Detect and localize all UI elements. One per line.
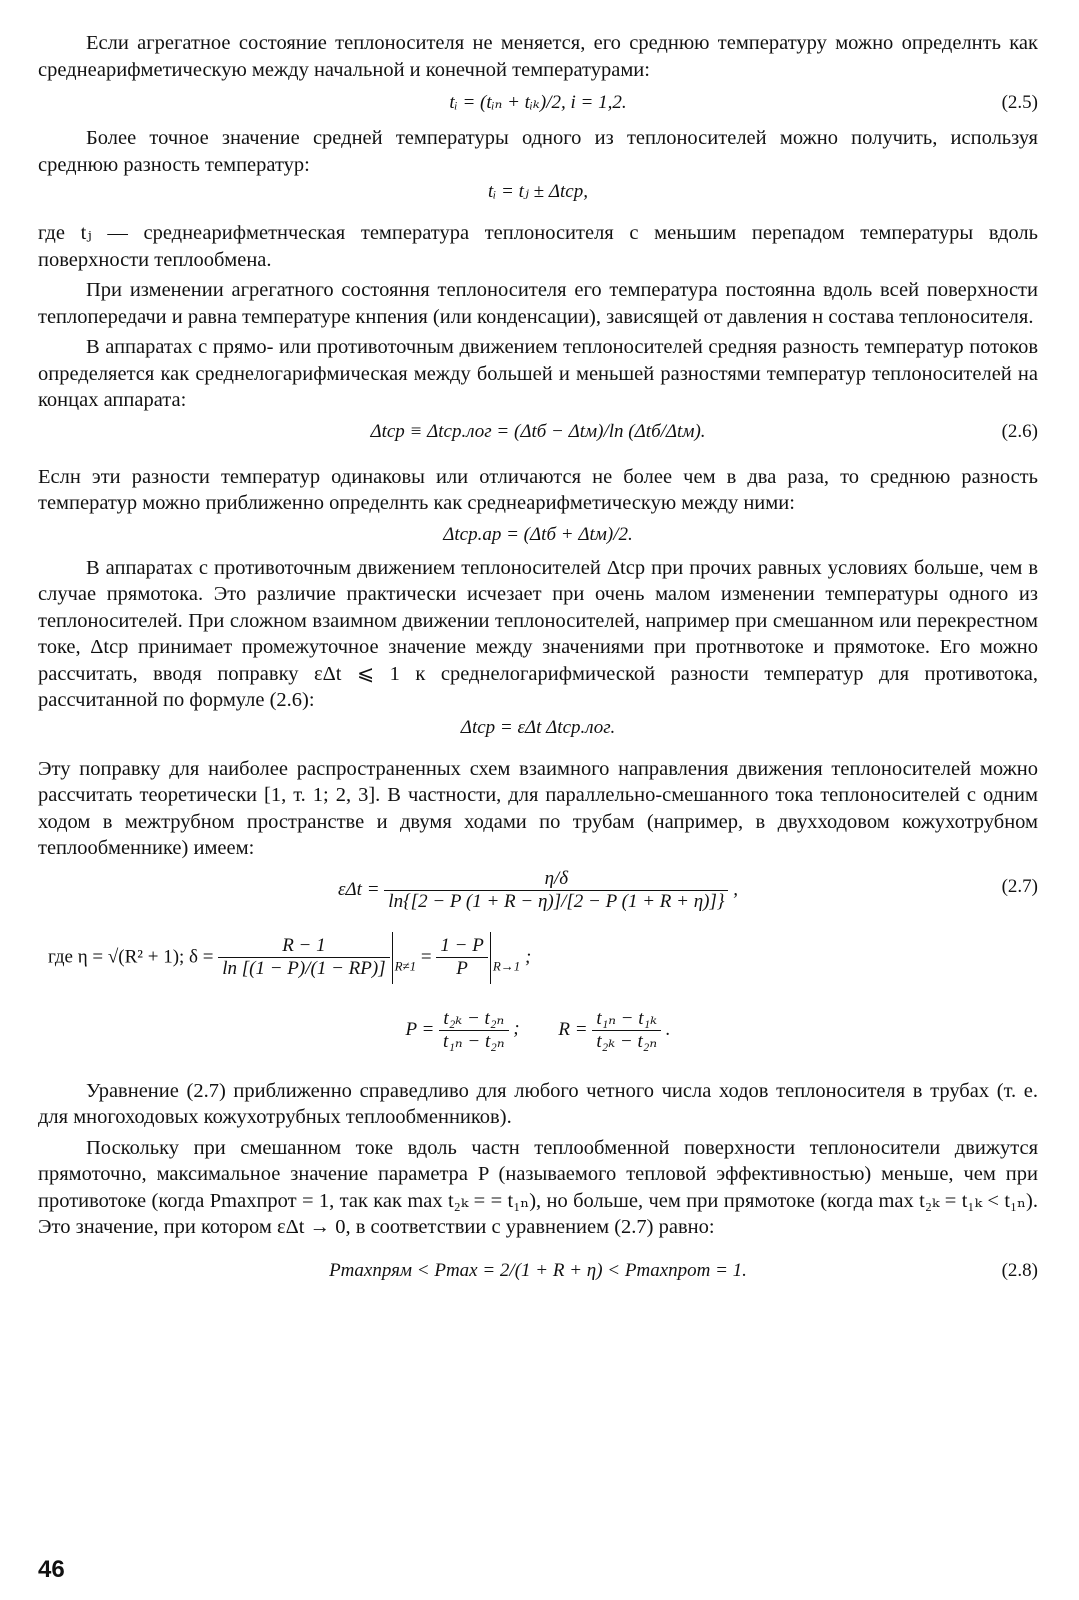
delta-fraction-1-denominator: ln [(1 − P)/(1 − RP)] [222,958,386,979]
delta-fraction-2 [436,935,487,980]
paragraph-2: Более точное значение средней температуры одного из теплоносителей можно получить, используя среднюю разность температур: [38,127,1038,176]
equation-2-7-denominator: ln{[2 − P (1 + R − η)]/[2 − P (1 + R + η)]} [388,890,725,912]
equation-2-7-lhs: εΔt = [338,878,380,900]
equation-arith-mean: Δtср.ар = (Δtб + Δtм)/2. [443,523,633,545]
delta-fraction-1-numerator: R − 1 [218,935,389,958]
equation-2-5-number: (2.5) [1001,92,1038,113]
equation-2-8 [38,1257,1038,1285]
P-R-tail: . [665,1018,671,1040]
equation-2-8-number: (2.8) [1001,1259,1038,1281]
paragraph-8: Эту поправку для наиболее распространенных схем взаимного направления движения теплоносителей можно рассчитать теоретически [1, т. 1; 2, 3]. В частности, для параллельно-смешанного тока теплоносителей с одним ходом в межтрубном пространстве и двумя ходами по трубам (например, в двухходовом кожухотрубном теплообменнике) имеем: [38,757,1038,859]
equation-eta-delta: где η = √(R² + 1); δ = $\frac{R - 1}{\ln [(1 - P)/(1 - RP)]}$ $_{R\ne 1}$ = $\frac{1 - P}{P}$ $_{R\to 1}$ ; [38,932,1038,994]
equation-eta-delta-tail: ; [525,945,532,967]
paragraph-6: Еслн эти разности температур одинаковы или отличаются не более чем в два раза, то среднюю разность температур можно приближенно определнть как среднеарифметическую между ними: [38,465,1038,514]
equation-2-6-number: (2.6) [1001,420,1038,442]
paragraph-3: где tⱼ — среднеарифметнческая температура теплоносителя с меньшим перепадом температуры вдоль поверхности теплообмена. [38,222,1038,271]
P-lhs: P = [405,1018,435,1040]
equation-mean-temp: tᵢ = tⱼ ± Δtср, [488,181,588,202]
equation-P-R [38,1008,1038,1068]
condition-r-not-1: R≠1 [394,957,417,973]
delta-fraction-2-denominator: P [456,958,468,979]
paragraph-9: Уравнение (2.7) приближенно справедливо для любого четного числа ходов теплоносителя в трубах (т. е. для многоходовых кожухотрубных теплообменников). [38,1079,1038,1128]
equation-correction: Δtср = εΔt Δtср.лог. [460,716,616,738]
equation-2-7-numerator: η/δ [384,868,728,891]
equation-2-7-fraction [384,868,728,913]
equation-eta-delta-lead: где η = √(R² + 1); δ = [48,945,214,967]
evaluation-bar-1 [392,932,393,984]
R-numerator: t₁ₙ − t₁ₖ [592,1008,661,1031]
paragraph-10: Поскольку при смешанном токе вдоль частн теплообменной поверхности теплоносители движутся прямоточно, максимальное значение параметра P (называемого тепловой эффективностью) меньше, чем при противотоке (когда Pmaxпрот = 1, так как max t₂ₖ = = t₁ₙ), но больше, чем при прямотоке (когда max t₂ₖ = t₁ₖ < t₁ₙ). Это значение, при котором εΔt → 0, в соответствии с уравнением (2.7) равно: [38,1136,1038,1238]
equation-2-5 [38,89,1038,117]
paragraph-7: В аппаратах с противоточным движением теплоносителей Δtср при прочих равных условиях больше, чем в случае прямотока. Это различие практически исчезает при очень малом изменении температуры одного из теплоносителей. При сложном взаимном движении теплоносителей, например при смешанном или перекрестном токе, Δtср принимает промежуточное значение между значениями при протнвотоке и прямотоке. Его можно рассчитать, вводя поправку εΔt ⩽ 1 к среднелогарифмической разности температур для противотока, рассчитанной по формуле (2.6): [38,556,1038,711]
paragraph-5: В аппаратах с прямо- или противоточным движением теплоносителей средняя разность температур потоков определяется как среднелогарифмическая между большей и меньшей разностями температур теплоносителей на концах аппарата: [38,336,1038,411]
equation-2-5-body: tᵢ = (tᵢₙ + tᵢₖ)/2, i = 1,2. [449,92,627,113]
page-number: 46 [38,1556,65,1583]
P-fraction [439,1008,509,1053]
equation-2-6-body: Δtср ≡ Δtср.лог = (Δtб − Δtм)/ln (Δtб/Δtм). [370,420,706,442]
page-content [38,30,1038,1285]
equation-2-6 [38,418,1038,446]
R-lhs: R = [558,1018,588,1040]
R-fraction [592,1008,661,1053]
R-denominator: t₂ₖ − t₂ₙ [596,1030,658,1052]
evaluation-bar-2 [490,932,491,984]
P-denominator: t₁ₙ − t₂ₙ [443,1030,505,1052]
P-R-separator: ; [513,1018,520,1040]
equation-2-7-tail: , [733,878,738,900]
delta-fraction-2-numerator: 1 − P [436,935,487,958]
condition-r-to-1: R→1 [492,957,521,973]
delta-fraction-1 [218,935,389,980]
paragraph-4: При изменении агрегатного состояння теплоносителя его температура постоянна вдоль всей поверхности теплопередачи и равна температуре кнпения (или конденсации), зависящей от давления н состава теплоносителя. [38,279,1038,328]
P-numerator: t₂ₖ − t₂ₙ [439,1008,509,1031]
equation-2-7 [38,868,1038,928]
equation-2-7-number: (2.7) [1001,875,1038,897]
paragraph-1: Если агрегатное состояние теплоносителя не меняется, его среднюю температуру можно определнть как среднеарифметическую между начальной и конечной температурами: [38,32,1038,81]
equation-2-8-body: Pmaxпрям < Pmax = 2/(1 + R + η) < Pmaxпрот = 1. [329,1259,747,1281]
